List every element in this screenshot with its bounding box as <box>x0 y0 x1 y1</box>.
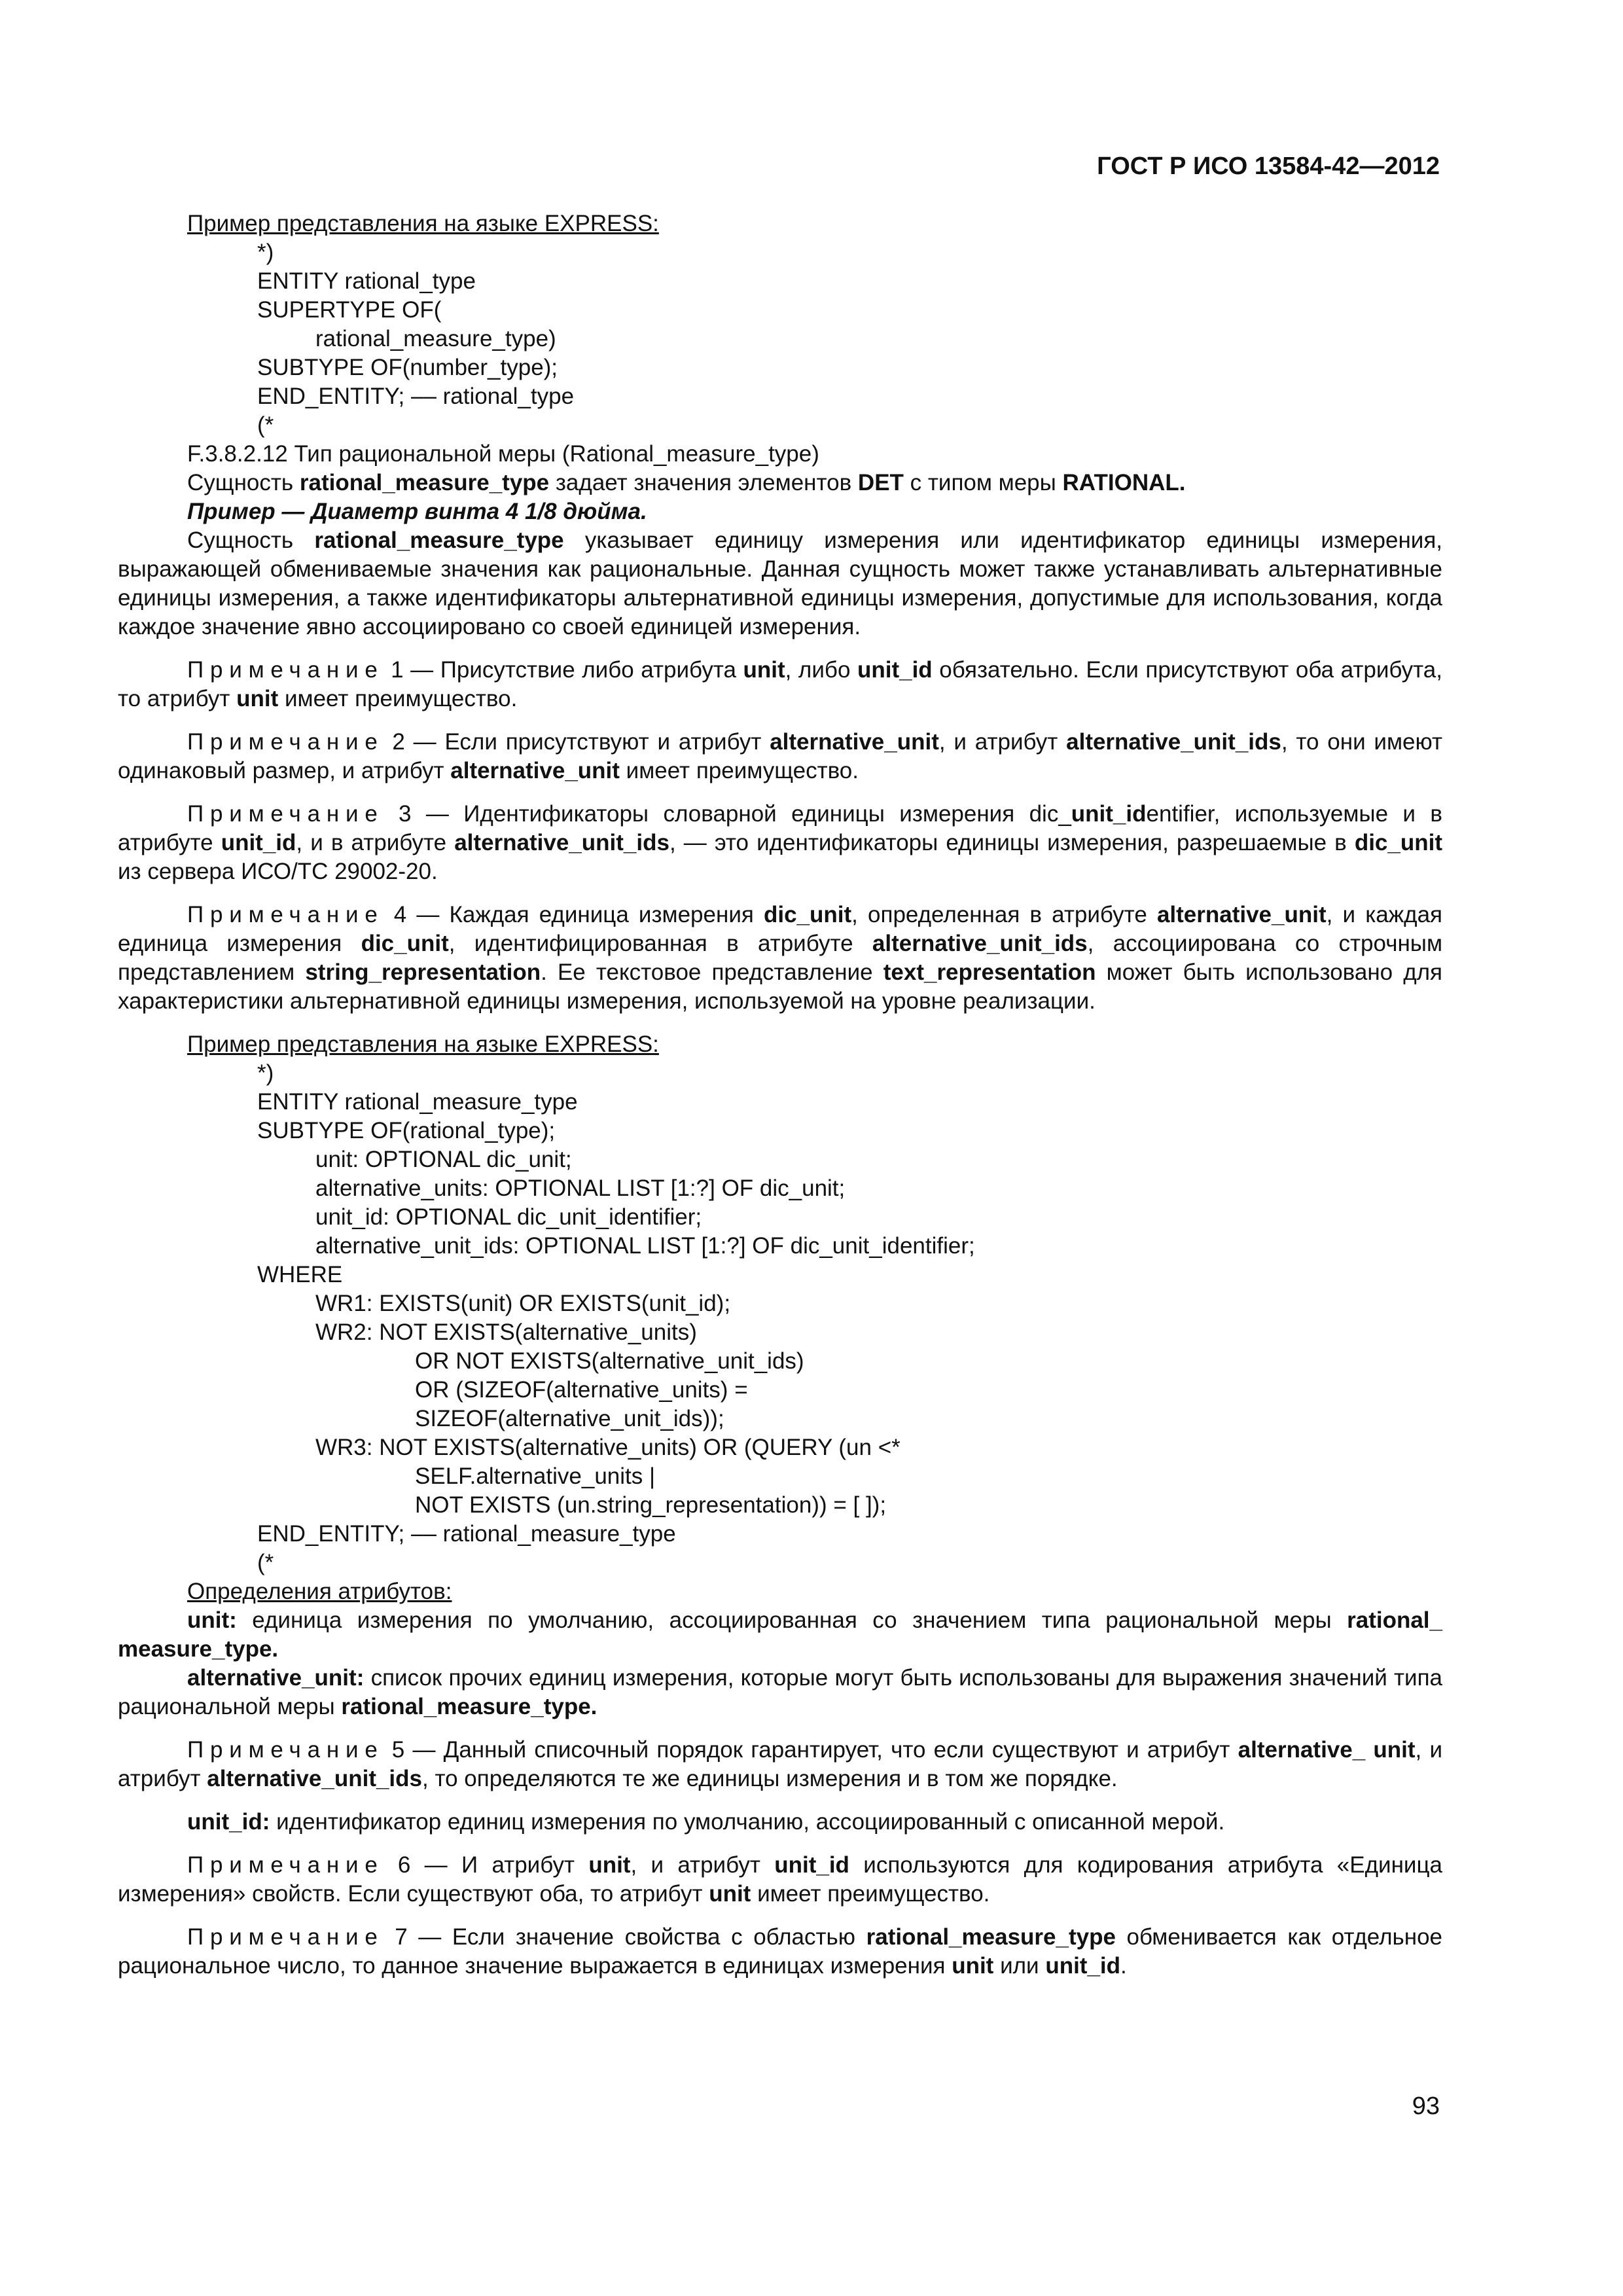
code-line: NOT EXISTS (un.string_representation)) = [ ]); <box>415 1492 887 1518</box>
example-label-2: Пример представления на языке EXPRESS: <box>187 1031 659 1057</box>
note-6: Примечание 6 — И атрибут unit, и атрибут unit_id используются для кодирования атрибута «Единица измерения» свойств. Если существуют оба, то атрибут unit имеет преимущество. <box>118 1852 1442 1907</box>
document-body <box>118 209 1442 1981</box>
code-line: ENTITY rational_type <box>257 268 476 294</box>
code-line: alternative_unit_ids: OPTIONAL LIST [1:?] OF dic_unit_identifier; <box>315 1233 975 1259</box>
attr-unit: unit: единица измерения по умолчанию, ассоциированная со значением типа рациональной меры rational_ measure_type. <box>118 1607 1442 1662</box>
code-line: WR3: NOT EXISTS(alternative_units) OR (QUERY (un <* <box>315 1435 901 1460</box>
note-4: Примечание 4 — Каждая единица измерения dic_unit, определенная в атрибуте alternative_unit, и каждая единица измерения dic_unit, идентифицированная в атрибуте alternative_unit_ids, ассоциирована со строчным представлением string_representation. Ее текстовое представление text_representation может быть использовано для характеристики альтернативной единицы измерения, используемой на уровне реализации. <box>118 902 1443 1014</box>
main-paragraph: Сущность rational_measure_type указывает единицу измерения или идентификатор единицы измерения, выражающей обмениваемые значения как рациональные. Данная сущность может также устанавливать альтернативные единицы измерения, а также идентификаторы альтернативной единицы измерения, допустимые для использования, когда каждое значение явно ассоциировано со своей единицей измерения. <box>118 528 1442 639</box>
code-line: SELF.alternative_units | <box>415 1463 656 1489</box>
note-3: Примечание 3 — Идентификаторы словарной единицы измерения dic_unit_identifier, используемые и в атрибуте unit_id, и в атрибуте alternative_unit_ids, — это идентификаторы единицы измерения, разрешаемые в dic_unit из сервера ИСО/ТС 29002-20. <box>118 801 1443 884</box>
attr-alternative-unit: alternative_unit: список прочих единиц измерения, которые могут быть использованы для выражения значений типа рациональной меры rational_measure_type. <box>118 1665 1442 1719</box>
code-block-1 <box>118 238 1442 440</box>
code-block-2 <box>118 1059 1442 1577</box>
code-line: *) <box>257 240 274 265</box>
code-line: unit_id: OPTIONAL dic_unit_identifier; <box>315 1204 702 1230</box>
note-1: Примечание 1 — Присутствие либо атрибута unit, либо unit_id обязательно. Если присутствуют оба атрибута, то атрибут unit имеет преимущество. <box>118 657 1442 711</box>
code-line: (* <box>257 412 274 438</box>
example-label-1: Пример представления на языке EXPRESS: <box>187 211 659 236</box>
note-7: Примечание 7 — Если значение свойства с областью rational_measure_type обменивается как отдельное рациональное число, то данное значение выражается в единицах измерения unit или unit_id. <box>118 1924 1442 1979</box>
code-line: END_ENTITY; –– rational_type <box>257 384 575 409</box>
code-line: WR2: NOT EXISTS(alternative_units) <box>315 1319 697 1345</box>
code-line: WR1: EXISTS(unit) OR EXISTS(unit_id); <box>315 1291 731 1316</box>
example-screw: Пример — Диаметр винта 4 1/8 дюйма. <box>187 499 647 524</box>
code-line: (* <box>257 1550 274 1575</box>
code-line: END_ENTITY; –– rational_measure_type <box>257 1521 676 1547</box>
code-line: *) <box>257 1060 274 1086</box>
note-2: Примечание 2 — Если присутствуют и атрибут alternative_unit, и атрибут alternative_unit_ids, то они имеют одинаковый размер, и атрибут alternative_unit имеет преимущество. <box>118 729 1443 783</box>
standard-header: ГОСТ Р ИСО 13584-42—2012 <box>1097 152 1440 180</box>
code-line: ENTITY rational_measure_type <box>257 1089 578 1115</box>
intro-paragraph: Сущность rational_measure_type задает значения элементов DET с типом меры RATIONAL. <box>187 470 1186 495</box>
code-line: OR NOT EXISTS(alternative_unit_ids) <box>415 1348 804 1374</box>
code-line: SIZEOF(alternative_unit_ids)); <box>415 1406 724 1431</box>
code-line: rational_measure_type) <box>315 326 556 351</box>
section-title: F.3.8.2.12 Тип рациональной меры (Rational_measure_type) <box>187 441 819 467</box>
page-number: 93 <box>1412 2092 1440 2120</box>
note-5: Примечание 5 — Данный списочный порядок гарантирует, что если существуют и атрибут alternative_ unit, и атрибут alternative_unit_ids, то определяются те же единицы измерения и в том же порядке. <box>118 1737 1443 1791</box>
attr-unit-id: unit_id: идентификатор единиц измерения по умолчанию, ассоциированный с описанной мерой. <box>187 1809 1225 1835</box>
code-line: alternative_units: OPTIONAL LIST [1:?] OF dic_unit; <box>315 1175 846 1201</box>
attr-label: Определения атрибутов: <box>187 1579 452 1604</box>
code-line: SUPERTYPE OF( <box>257 297 442 323</box>
code-line: SUBTYPE OF(number_type); <box>257 355 558 380</box>
code-line: SUBTYPE OF(rational_type); <box>257 1118 556 1143</box>
code-line: OR (SIZEOF(alternative_units) = <box>415 1377 748 1403</box>
code-line: WHERE <box>257 1262 343 1287</box>
code-line: unit: OPTIONAL dic_unit; <box>315 1147 572 1172</box>
